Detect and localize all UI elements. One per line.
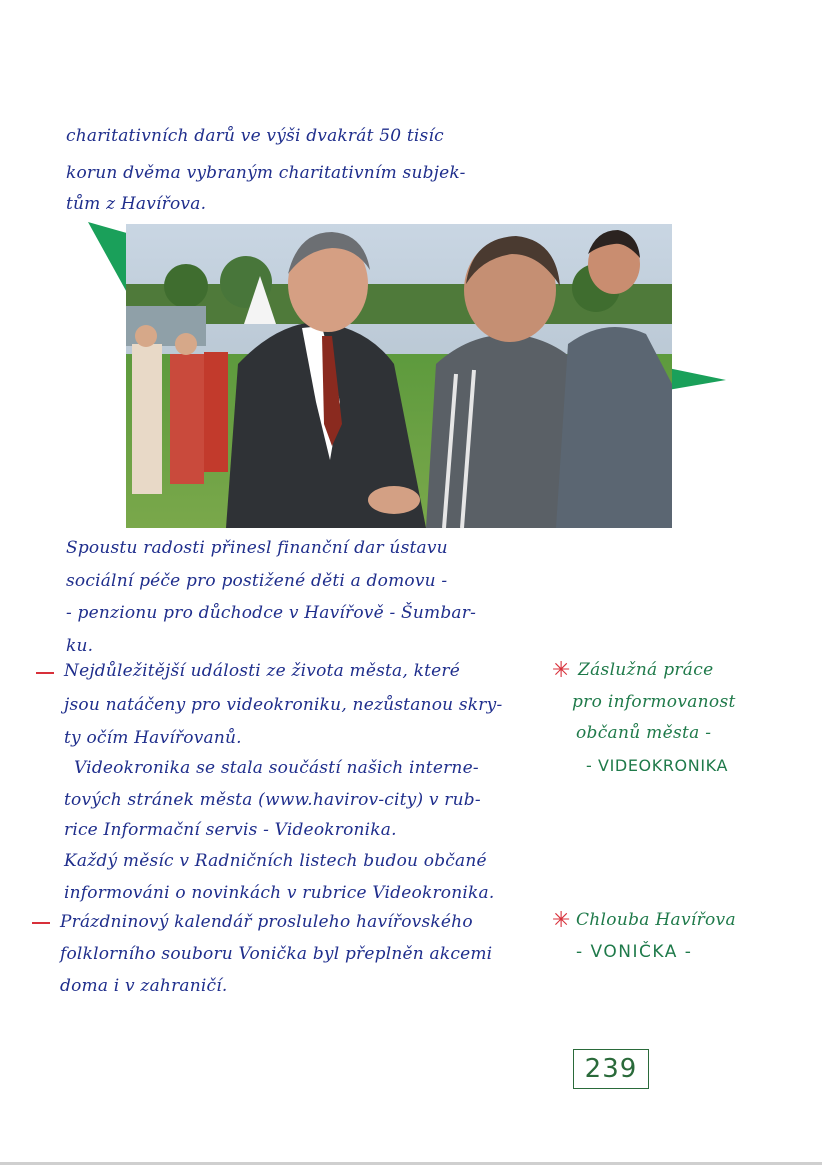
caption-line-4: ku. <box>66 636 94 656</box>
newspaper-clipping <box>88 220 728 532</box>
intro-line-2: korun dvěma vybraným charitativním subjek- <box>66 163 466 183</box>
videokronika-line-3: ty očím Havířovanů. <box>64 728 242 748</box>
intro-line-3: tům z Havířova. <box>66 194 207 214</box>
videokronika-line-5: tových stránek města (www.havirov-city) v rub- <box>64 790 481 810</box>
videokronika-line-7: Každý měsíc v Radničních listech budou občané <box>64 851 487 871</box>
caption-line-3: - penzionu pro důchodce v Havířově - Šumbar- <box>66 603 477 623</box>
margin-note-1-line-2: pro informovanost <box>572 692 736 712</box>
margin-note-1-line-1: Záslužná práce <box>578 660 714 680</box>
vonicka-line-2: folklorního souboru Vonička byl přeplněn akcemi <box>60 944 493 964</box>
asterisk-icon: ✳ <box>552 658 571 683</box>
vonicka-line-3: doma i v zahraničí. <box>60 976 228 996</box>
videokronika-line-2: jsou natáčeny pro videokroniku, nezůstanou skry- <box>64 695 503 715</box>
videokronika-line-8: informováni o novinkách v rubrice Videokronika. <box>64 883 495 903</box>
intro-line-1: charitativních darů ve výši dvakrát 50 tisíc <box>66 126 444 146</box>
vonicka-line-1: Prázdninový kalendář prosluleho havířovského <box>60 912 473 932</box>
videokronika-line-1: Nejdůležitější události ze života města, které <box>64 661 460 681</box>
press-photo <box>88 220 728 532</box>
red-dash-marker <box>36 672 54 674</box>
caption-line-1: Spoustu radosti přinesl finanční dar ústavu <box>66 538 448 558</box>
page-number: 239 <box>573 1049 649 1089</box>
green-triangle-right <box>668 368 726 390</box>
margin-note-1-line-4: - VIDEOKRONIKA <box>586 756 728 775</box>
margin-note-1-line-3: občanů města - <box>576 723 712 743</box>
margin-note-2-line-1: Chlouba Havířova <box>576 910 736 930</box>
caption-line-2: sociální péče pro postižené děti a domovu - <box>66 571 448 591</box>
videokronika-line-6: rice Informační servis - Videokronika. <box>64 820 397 840</box>
red-dash-marker <box>32 922 50 924</box>
videokronika-line-4: Videokronika se stala součástí našich interne- <box>74 758 479 778</box>
green-triangle-left <box>88 222 130 298</box>
asterisk-icon: ✳ <box>552 908 571 933</box>
margin-note-2-line-2: - VONIČKA - <box>576 942 693 962</box>
